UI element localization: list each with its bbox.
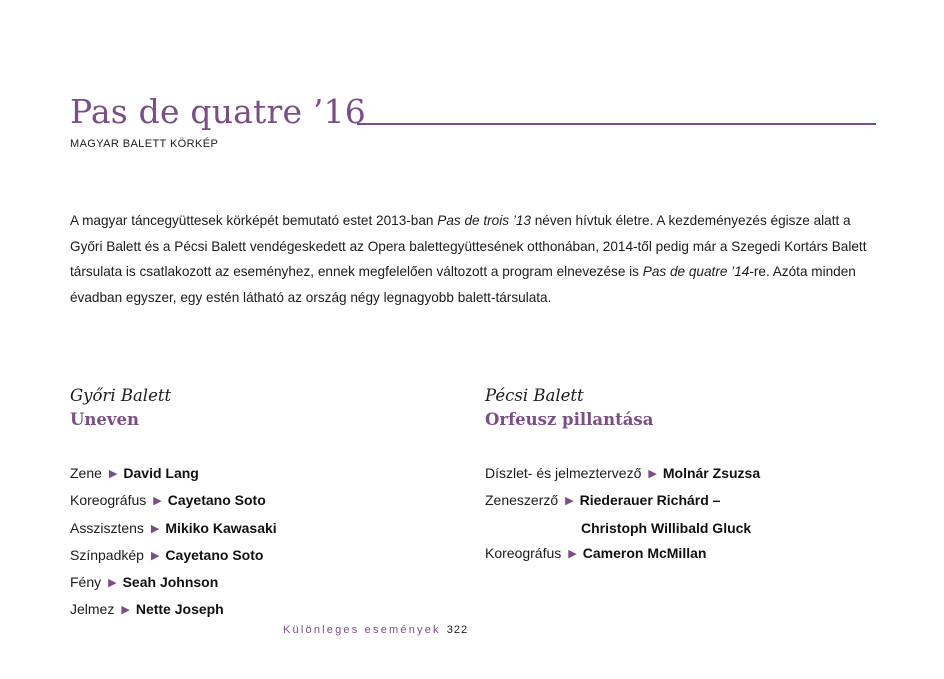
credit-row — [70, 570, 460, 597]
footer-section: Különleges események — [283, 624, 441, 636]
credit-person: Cayetano Soto — [167, 492, 266, 509]
credit-row — [485, 541, 885, 568]
credit-row — [70, 543, 460, 570]
intro-text-3: -re. Azóta minden évadban egyszer, egy estén látható az ország négy legnagyobb balett-társulata. — [70, 264, 856, 305]
triangle-right-icon: ▶ — [108, 577, 117, 590]
credit-row — [485, 488, 885, 515]
intro-italic-1: Pas de trois ’13 — [437, 213, 531, 228]
company-name: Győri Balett — [70, 386, 172, 405]
credit-person: Molnár Zsuzsa — [662, 465, 761, 481]
credit-person: David Lang — [123, 465, 199, 481]
credits-list — [70, 461, 460, 625]
credit-role: Jelmez — [70, 601, 115, 618]
intro-paragraph — [70, 208, 876, 310]
triangle-right-icon: ▶ — [153, 495, 162, 508]
title-rule — [357, 123, 876, 125]
credit-role: Zene — [70, 465, 102, 481]
credit-row — [485, 461, 885, 488]
company-name: Pécsi Balett — [485, 386, 584, 405]
credit-person: Cameron McMillan — [582, 544, 707, 561]
credit-role: Fény — [70, 574, 102, 591]
credit-person: Seah Johnson — [122, 574, 219, 591]
credit-role: Koreográfus — [70, 492, 147, 509]
credit-person: Nette Joseph — [135, 601, 224, 618]
triangle-right-icon: ▶ — [121, 604, 130, 617]
piece-title: Uneven — [70, 410, 139, 429]
piece-title: Orfeusz pillantása — [485, 410, 654, 429]
intro-text-1: A magyar táncegyüttesek körképét bemutató estet 2013-ban — [70, 213, 438, 228]
credit-row — [70, 488, 460, 515]
credit-role: Zeneszerző — [485, 492, 559, 509]
left-column — [70, 384, 460, 625]
credit-person: Cayetano Soto — [165, 546, 264, 563]
credit-person: Mikiko Kawasaki — [165, 519, 277, 536]
credit-role: Színpadkép — [70, 546, 144, 563]
triangle-right-icon: ▶ — [565, 495, 574, 508]
credit-person: Riederauer Richárd – — [579, 492, 721, 509]
credit-row-continuation — [485, 516, 885, 541]
triangle-right-icon: ▶ — [568, 547, 577, 560]
page-footer — [283, 624, 468, 636]
intro-text-2: néven hívtuk életre. A kezdeményezés égisze alatt a Győri Balett és a Pécsi Balett vendégeskedett az Opera balettegyüttesének otthonában, 2014-től pedig már a Szegedi Kortárs Balett társulata is csatlakozott az eseményhez, ennek megfelelően változott a program elnevezése is — [70, 213, 867, 279]
page-subtitle: MAGYAR BALETT KÖRKÉP — [70, 138, 219, 150]
triangle-right-icon: ▶ — [150, 549, 160, 562]
triangle-right-icon: ▶ — [648, 468, 657, 480]
credit-role: Koreográfus — [485, 544, 562, 561]
credits-list — [485, 461, 885, 568]
page-title: Pas de quatre ’16 — [70, 92, 366, 131]
page-number: 322 — [446, 624, 469, 636]
right-column — [485, 384, 885, 568]
title-row — [70, 92, 876, 132]
credit-role: Díszlet- és jelmeztervező — [485, 465, 642, 481]
credit-row — [70, 597, 460, 624]
intro-italic-2: Pas de quatre ’14 — [642, 264, 750, 279]
credit-person: Christoph Willibald Gluck — [581, 519, 752, 536]
triangle-right-icon: ▶ — [150, 522, 160, 535]
credit-row — [70, 516, 460, 543]
triangle-right-icon: ▶ — [108, 468, 118, 480]
credit-row — [70, 461, 460, 488]
credit-role: Asszisztens — [70, 519, 144, 536]
